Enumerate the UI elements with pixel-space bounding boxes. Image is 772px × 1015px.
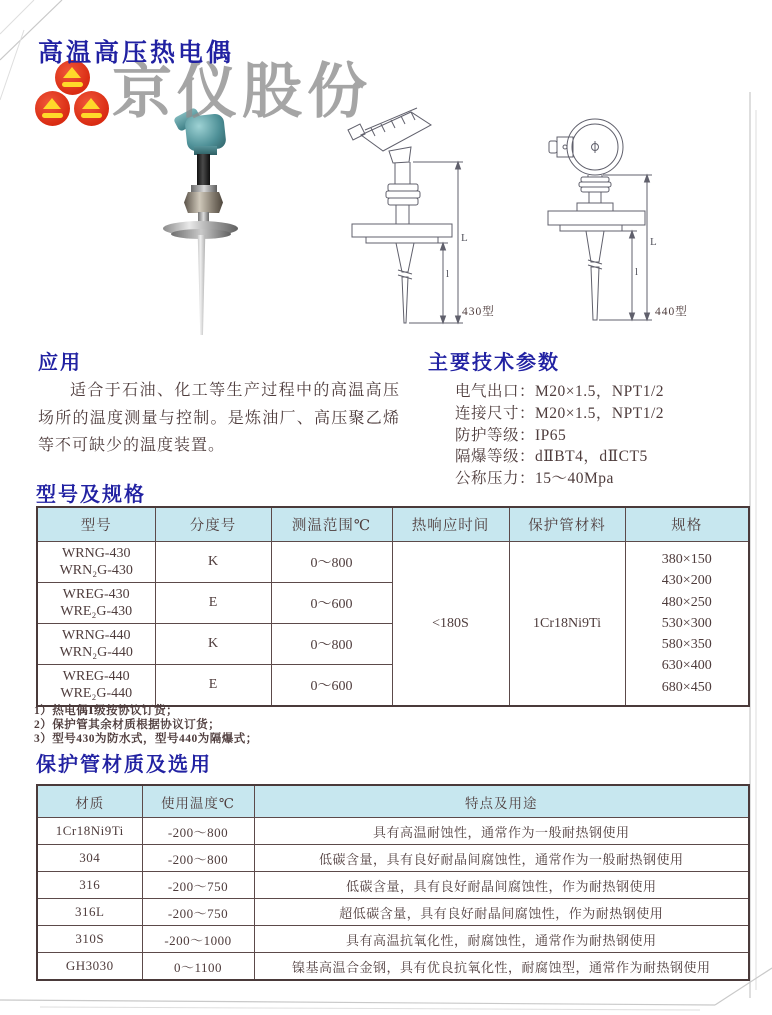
features-cell: 低碳含量，具有良好耐晶间腐蚀性，通常作为一般耐热钢使用 <box>254 845 749 872</box>
logo-circle-icon <box>35 91 70 126</box>
features-cell: 镍基高温合金钢，具有优良抗氧化性，耐腐蚀型，通常作为耐热钢使用 <box>254 953 749 981</box>
spec-item: 480×250 <box>661 594 712 610</box>
model-name: WRN₂G-430 <box>59 563 133 578</box>
photo-neck-tube <box>197 154 210 187</box>
table-row <box>37 845 749 872</box>
table-header-row <box>37 785 749 818</box>
model-name: WRE₂G-430 <box>60 604 133 619</box>
range-cell: 0～600 <box>271 665 392 707</box>
logo-bar-icon <box>62 82 83 87</box>
drawing-430 <box>345 105 505 330</box>
param-value: dⅡBT4，dⅡCT5 <box>535 448 648 466</box>
material-cell: 304 <box>37 845 142 872</box>
material-cell: 316L <box>37 899 142 926</box>
model-name: WREG-440 <box>62 669 130 684</box>
spec-item: 680×450 <box>661 679 712 695</box>
temperature-cell: -200～800 <box>142 818 254 845</box>
company-logo <box>34 60 114 136</box>
table-header-row <box>37 507 749 542</box>
param-label: 公称压力： <box>455 470 536 488</box>
table-row <box>37 953 749 981</box>
model-name: WRN₂G-440 <box>59 645 133 660</box>
param-label: 连接尺寸： <box>455 404 536 422</box>
range-cell: 0～800 <box>271 542 392 583</box>
range-cell: 0～800 <box>271 624 392 665</box>
table-row <box>37 872 749 899</box>
index-cell: E <box>155 665 271 707</box>
ordering-notes <box>34 705 258 746</box>
column-header-material: 保护管材料 <box>509 507 625 542</box>
logo-triangle-icon <box>43 98 61 109</box>
logo-triangle-icon <box>82 98 100 109</box>
table-row <box>37 542 749 583</box>
dim-label-l-430: l <box>446 268 450 280</box>
spec-item: 530×300 <box>661 615 712 631</box>
product-photo <box>150 103 270 338</box>
param-value: M20×1.5，NPT1/2 <box>535 383 665 400</box>
note-line: 2）保护管其余材质根据协议订货； <box>34 718 221 731</box>
application-body: 适合于石油、化工等生产过程中的高温高压场所的温度测量与控制。是炼油厂、高压聚乙烯等不可缺少的温度装置。 <box>38 382 400 454</box>
photo-hex-nut <box>184 192 223 213</box>
model-table-heading: 型号及规格 <box>36 484 146 506</box>
temperature-cell: -200～750 <box>142 899 254 926</box>
column-header-response-time: 热响应时间 <box>392 507 509 542</box>
page-title: 高温高压热电偶 <box>38 39 235 67</box>
range-cell: 0～600 <box>271 583 392 624</box>
material-cell: 310S <box>37 926 142 953</box>
logo-bar-icon <box>42 113 63 118</box>
param-connection-size <box>455 403 664 425</box>
index-cell: E <box>155 583 271 624</box>
company-watermark: 京仪股份 <box>112 58 372 125</box>
model-cell <box>37 542 155 583</box>
param-label: 电气出口： <box>455 383 536 400</box>
photo-upper-nut <box>191 185 217 193</box>
dim-label-L-430: L <box>461 232 468 244</box>
dim-label-L-440: L <box>650 236 657 248</box>
response-time-cell: <180S <box>392 542 509 707</box>
features-cell: 具有高温抗氧化性，耐腐蚀性，通常作为耐热钢使用 <box>254 926 749 953</box>
note-line: 1）热电偶Ⅰ级按协议订货； <box>34 705 179 717</box>
temperature-cell: -200～1000 <box>142 926 254 953</box>
model-name: WRNG-440 <box>62 628 131 643</box>
note-line: 3）型号430为防水式，型号440为隔爆式； <box>34 732 258 745</box>
column-header-spec: 规格 <box>625 507 749 542</box>
index-cell: K <box>155 624 271 665</box>
material-cell: GH3030 <box>37 953 142 981</box>
param-value: IP65 <box>535 426 567 444</box>
param-value: M20×1.5，NPT1/2 <box>535 404 665 422</box>
model-name: WREG-430 <box>62 587 130 602</box>
spec-item: 380×150 <box>661 552 712 568</box>
param-electrical-outlet <box>455 381 664 403</box>
tech-params-list <box>455 381 664 490</box>
param-label: 防护等级： <box>455 426 536 444</box>
spec-item: 580×350 <box>661 637 712 653</box>
column-header-index: 分度号 <box>155 507 271 542</box>
column-header-features: 特点及用途 <box>254 785 749 818</box>
column-header-range: 测温范围℃ <box>271 507 392 542</box>
param-protection-class <box>455 425 664 447</box>
param-value: 15～40Mpa <box>535 470 614 488</box>
drawing-430-caption: 430型 <box>462 306 495 318</box>
material-cell: 316 <box>37 872 142 899</box>
index-cell: K <box>155 542 271 583</box>
material-table-heading: 保护管材质及选用 <box>36 754 212 776</box>
tech-params-heading: 主要技术参数 <box>428 352 560 374</box>
param-label: 隔爆等级： <box>455 448 536 466</box>
photo-probe <box>191 235 212 335</box>
material-cell: 1Cr18Ni9Ti <box>509 542 625 707</box>
table-row <box>37 899 749 926</box>
dim-label-l-440: l <box>635 266 639 278</box>
drawing-440-caption: 440型 <box>655 306 688 318</box>
column-header-material: 材质 <box>37 785 142 818</box>
features-cell: 超低碳含量，具有良好耐晶间腐蚀性，作为耐热钢使用 <box>254 899 749 926</box>
model-name: WRNG-430 <box>62 546 131 561</box>
drawing-440 <box>545 105 710 335</box>
logo-circle-icon <box>74 91 109 126</box>
features-cell: 具有高温耐蚀性，通常作为一般耐热钢使用 <box>254 818 749 845</box>
param-explosion-proof-class <box>455 446 664 468</box>
logo-bar-icon <box>81 113 102 118</box>
column-header-temperature: 使用温度℃ <box>142 785 254 818</box>
temperature-cell: -200～800 <box>142 845 254 872</box>
model-cell <box>37 583 155 624</box>
features-cell: 低碳含量，具有良好耐晶间腐蚀性，作为耐热钢使用 <box>254 872 749 899</box>
spec-item: 430×200 <box>661 573 712 589</box>
material-cell: 1Cr18Ni9Ti <box>37 818 142 845</box>
model-name: WRE₂G-440 <box>60 686 133 701</box>
model-spec-table <box>36 506 750 707</box>
application-heading: 应用 <box>38 352 82 374</box>
model-cell <box>37 665 155 707</box>
param-nominal-pressure <box>455 468 664 490</box>
spec-cell <box>625 542 749 707</box>
temperature-cell: 0～1100 <box>142 953 254 981</box>
temperature-cell: -200～750 <box>142 872 254 899</box>
table-row <box>37 818 749 845</box>
model-cell <box>37 624 155 665</box>
spec-item: 630×400 <box>661 658 712 674</box>
column-header-model: 型号 <box>37 507 155 542</box>
table-row <box>37 926 749 953</box>
material-selection-table <box>36 784 750 981</box>
